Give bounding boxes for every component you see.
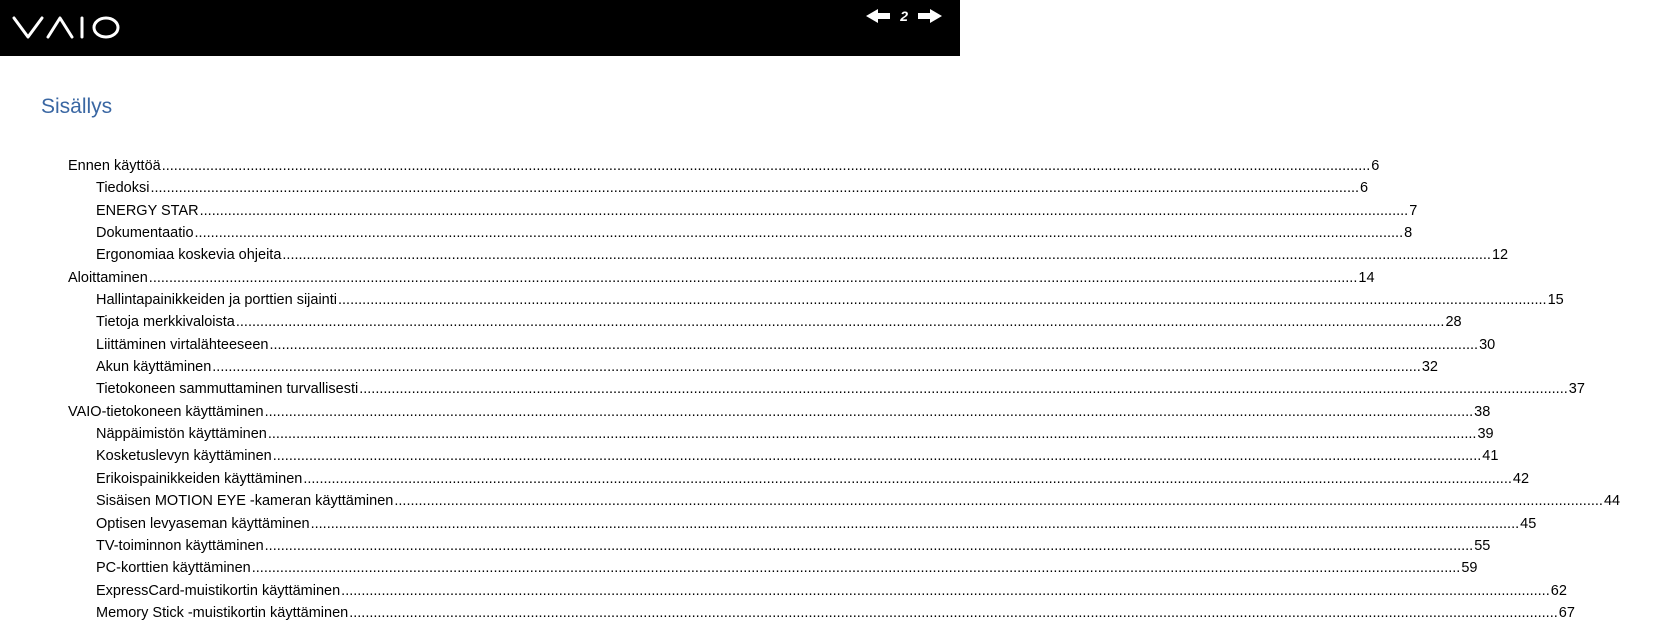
next-page-arrow-icon[interactable]	[918, 9, 942, 23]
toc-dot-leader: ............................................................................................................................................................................................................................................................................................................	[341, 582, 1550, 599]
toc-entry[interactable]	[0, 557, 1478, 579]
toc-entry[interactable]	[0, 423, 1494, 445]
toc-entry-label: Tietokoneen sammuttaminen turvallisesti	[96, 381, 359, 398]
toc-entry[interactable]	[0, 445, 1499, 467]
toc-entry-label: Memory Stick -muistikortin käyttäminen	[96, 604, 349, 621]
toc-dot-leader: ............................................................................................................................................................................................................................................................................................................	[235, 314, 1445, 331]
toc-entry[interactable]	[0, 289, 1564, 311]
toc-page-number: 12	[1491, 247, 1509, 264]
toc-page-number: 8	[1404, 225, 1413, 242]
toc-entry[interactable]	[0, 535, 1491, 557]
toc-dot-leader: ............................................................................................................................................................................................................................................................................................................	[199, 202, 1409, 219]
toc-entry[interactable]	[0, 334, 1496, 356]
header-bar	[0, 0, 960, 56]
toc-entry-label: Dokumentaatio	[96, 225, 194, 242]
toc-page-number: 38	[1474, 403, 1491, 420]
toc-page-number: 55	[1474, 537, 1491, 554]
toc-dot-leader: ............................................................................................................................................................................................................................................................................................................	[359, 381, 1568, 398]
toc-dot-leader: ............................................................................................................................................................................................................................................................................................................	[194, 225, 1404, 242]
toc-page-number: 6	[1371, 158, 1380, 174]
toc-dot-leader: ............................................................................................................................................................................................................................................................................................................	[161, 158, 1371, 174]
toc-entry-label: ENERGY STAR	[96, 202, 199, 219]
toc-entry-label: Akun käyttäminen	[96, 359, 212, 376]
toc-entry-label: Ennen käyttöä	[68, 158, 161, 174]
toc-page-number: 30	[1479, 336, 1496, 353]
toc-page-number: 45	[1520, 515, 1537, 532]
toc-page-number: 37	[1568, 381, 1585, 398]
toc-entry[interactable]	[0, 244, 1509, 266]
toc-dot-leader: ............................................................................................................................................................................................................................................................................................................	[150, 180, 1360, 197]
toc-dot-leader: ............................................................................................................................................................................................................................................................................................................	[303, 470, 1512, 487]
toc-dot-leader: ............................................................................................................................................................................................................................................................................................................	[394, 493, 1603, 510]
previous-page-arrow-icon[interactable]	[866, 9, 890, 23]
toc-page-number: 42	[1512, 470, 1530, 487]
toc-entry-label: Hallintapainikkeiden ja porttien sijainti	[96, 292, 337, 309]
toc-entry[interactable]	[0, 401, 1491, 423]
toc-entry[interactable]	[0, 602, 1575, 624]
toc-dot-leader: ............................................................................................................................................................................................................................................................................................................	[212, 359, 1421, 376]
toc-entry[interactable]	[0, 311, 1462, 333]
toc-entry[interactable]	[0, 490, 1621, 512]
toc-page-number: 28	[1445, 314, 1462, 331]
page-navigation	[866, 5, 942, 27]
toc-entry[interactable]	[0, 155, 1380, 177]
toc-entry-label: Optisen levyaseman käyttäminen	[96, 515, 310, 532]
vaio-logo	[12, 12, 122, 42]
toc-dot-leader: ............................................................................................................................................................................................................................................................................................................	[282, 247, 1491, 264]
toc-dot-leader: ............................................................................................................................................................................................................................................................................................................	[264, 537, 1474, 554]
toc-entry-label: Erikoispainikkeiden käyttäminen	[96, 470, 303, 487]
toc-page-number: 59	[1461, 560, 1478, 577]
toc-entry[interactable]	[0, 513, 1537, 535]
toc-dot-leader: ............................................................................................................................................................................................................................................................................................................	[267, 426, 1477, 443]
toc-entry-label: VAIO-tietokoneen käyttäminen	[68, 403, 264, 420]
toc-entry-label: Ergonomiaa koskevia ohjeita	[96, 247, 282, 264]
toc-entry-label: PC-korttien käyttäminen	[96, 560, 251, 577]
toc-dot-leader: ............................................................................................................................................................................................................................................................................................................	[338, 292, 1547, 309]
toc-dot-leader: ............................................................................................................................................................................................................................................................................................................	[251, 560, 1461, 577]
toc-entry[interactable]	[0, 580, 1567, 602]
toc-dot-leader: ............................................................................................................................................................................................................................................................................................................	[148, 269, 1358, 286]
toc-page-number: 41	[1482, 448, 1499, 465]
toc-dot-leader: ............................................................................................................................................................................................................................................................................................................	[349, 604, 1558, 621]
toc-dot-leader: ............................................................................................................................................................................................................................................................................................................	[264, 403, 1474, 420]
toc-dot-leader: ............................................................................................................................................................................................................................................................................................................	[310, 515, 1520, 532]
toc-entry-label: ExpressCard-muistikortin käyttäminen	[96, 582, 341, 599]
toc-entry[interactable]	[0, 267, 1375, 289]
toc-page-number: 44	[1603, 493, 1621, 510]
toc-entry-label: Sisäisen MOTION EYE -kameran käyttäminen	[96, 493, 394, 510]
toc-page-number: 6	[1360, 180, 1369, 197]
toc-entry-label: Kosketuslevyn käyttäminen	[96, 448, 272, 465]
toc-page-number: 7	[1409, 202, 1418, 219]
toc-page-number: 39	[1477, 426, 1494, 443]
toc-page-number: 32	[1421, 359, 1438, 376]
toc-page-number: 67	[1558, 604, 1575, 621]
toc-entry[interactable]	[0, 468, 1530, 490]
toc-entry-label: Tiedoksi	[96, 180, 150, 197]
toc-page-number: 62	[1550, 582, 1567, 599]
toc-entry-label: TV-toiminnon käyttäminen	[96, 537, 264, 554]
toc-entry[interactable]	[0, 200, 1418, 222]
toc-page-number: 15	[1547, 292, 1564, 309]
page-title: Sisällys	[41, 95, 113, 118]
toc-dot-leader: ............................................................................................................................................................................................................................................................................................................	[272, 448, 1482, 465]
toc-entry-label: Liittäminen virtalähteeseen	[96, 336, 269, 353]
toc-entry-label: Näppäimistön käyttäminen	[96, 426, 267, 443]
toc-entry[interactable]	[0, 378, 1585, 400]
toc-entry[interactable]	[0, 177, 1369, 199]
toc-entry-label: Aloittaminen	[68, 269, 148, 286]
toc-page-number: 14	[1358, 269, 1375, 286]
toc-entry[interactable]	[0, 222, 1413, 244]
table-of-contents	[0, 155, 1621, 624]
toc-entry-label: Tietoja merkkivaloista	[96, 314, 235, 331]
page-number: 2	[900, 8, 908, 24]
toc-entry[interactable]	[0, 356, 1438, 378]
toc-dot-leader: ............................................................................................................................................................................................................................................................................................................	[269, 336, 1479, 353]
